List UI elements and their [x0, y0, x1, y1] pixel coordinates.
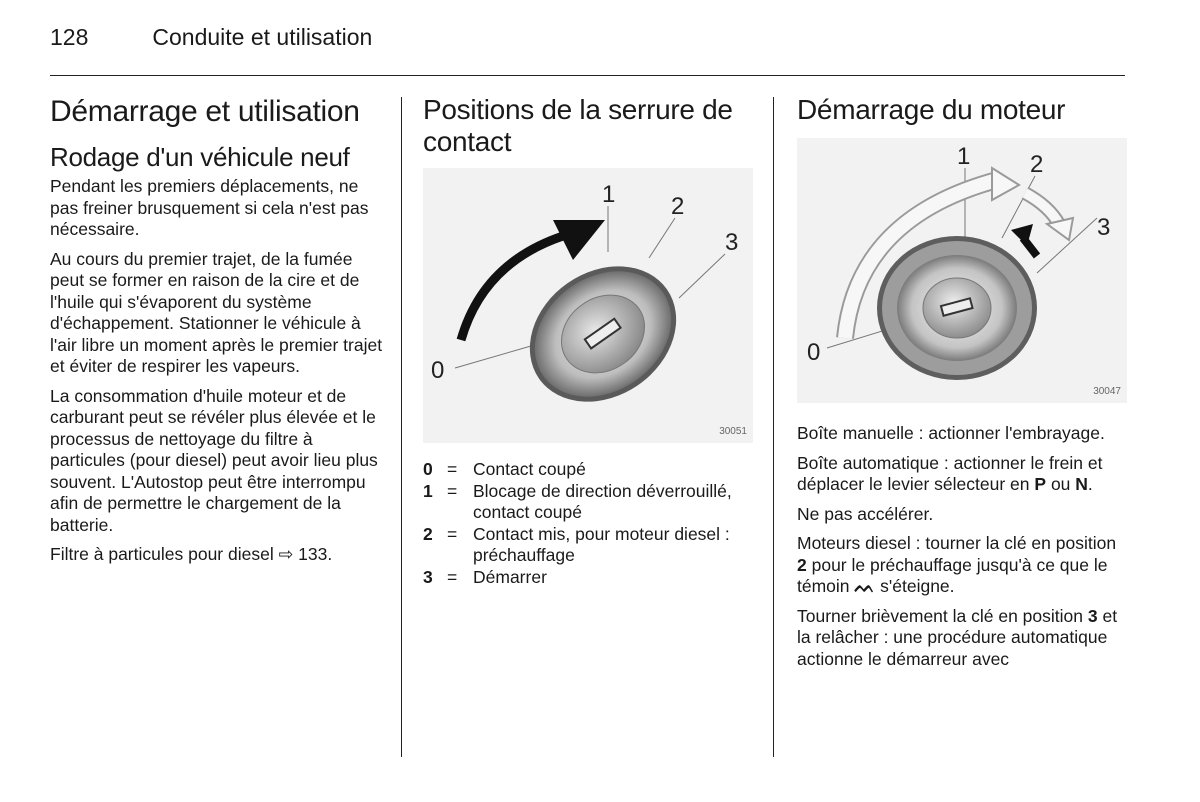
page-number: 128 [50, 24, 89, 50]
ignition-positions-figure [423, 168, 753, 443]
figure-label-0: 0 [807, 339, 821, 366]
page-header [50, 24, 372, 51]
column-1 [50, 94, 385, 574]
figure-label-3: 3 [725, 229, 739, 256]
crossref-arrow-icon: ⇨ [278, 544, 294, 564]
instruction-diesel: Moteurs diesel : tourner la clé en position 2 pour le préchauffage jusqu'à ce que le témoin ᨓ s'éteigne. [797, 533, 1117, 596]
figure-label-0: 0 [431, 357, 445, 384]
section-title: Conduite et utilisation [152, 24, 373, 50]
column-3 [797, 94, 1127, 678]
instruction-start: Tourner brièvement la clé en position 3 et la relâcher : une procédure automatique actionne le démarreur avec [797, 605, 1118, 669]
col3-title: Démarrage du moteur [797, 94, 1066, 125]
legend-row: 2 = Contact mis, pour moteur diesel : préchauffage [423, 523, 730, 565]
figure-label-1: 1 [957, 143, 971, 170]
instruction-no-accelerate: Ne pas accélérer. [797, 503, 934, 524]
header-rule [50, 75, 1125, 76]
col1-subtitle: Rodage d'un véhicule neuf [50, 142, 350, 172]
col1-paragraph: Pendant les premiers déplacements, ne pas freiner brusquement si cela n'est pas nécessaire. [50, 176, 369, 239]
col1-title: Démarrage et utilisation [50, 95, 360, 128]
figure-label-2: 2 [1030, 151, 1044, 178]
column-2 [423, 94, 758, 588]
col2-title: Positions de la serrure de contact [423, 94, 733, 157]
positions-legend [423, 459, 758, 588]
figure-label-3: 3 [1097, 214, 1111, 241]
crossref-text: Filtre à particules pour diesel [50, 544, 274, 564]
legend-row: 0 = Contact coupé [423, 459, 586, 479]
figure-label-2: 2 [671, 193, 685, 220]
instruction-manual-gearbox: Boîte manuelle : actionner l'embrayage. [797, 423, 1105, 443]
legend-row: 1 = Blocage de direction déverrouillé, contact coupé [423, 480, 732, 522]
engine-start-illustration [797, 138, 1127, 403]
figure-code: 30047 [1093, 386, 1121, 397]
legend-row: 3 = Démarrer [423, 566, 547, 587]
column-divider-2 [773, 97, 774, 757]
column-divider-1 [401, 97, 402, 757]
figure-label-1: 1 [602, 181, 616, 208]
col1-paragraph: Au cours du premier trajet, de la fumée peut se former en raison de la cire et de l'huile qui s'évaporent du système d'échappement. Stationner le véhicule à l'air libre un moment après le premier trajet et éviter de respirer les vapeurs. [50, 248, 383, 376]
engine-start-figure [797, 138, 1127, 403]
ignition-lock-illustration [423, 168, 753, 443]
glow-plug-icon: ᨓ [854, 576, 876, 596]
instruction-auto-gearbox: Boîte automatique : actionner le frein et déplacer le levier sélecteur en P ou N. [797, 452, 1103, 494]
crossref-page[interactable]: 133. [298, 544, 333, 564]
col1-paragraph: La consommation d'huile moteur et de carburant peut se révéler plus élevée et le processus de nettoyage du filtre à particules (pour diesel) peut avoir lieu plus souvent. L'Autostop peut être interrompu afin de permettre le chargement de la batterie. [50, 385, 378, 535]
figure-code: 30051 [719, 426, 747, 437]
crossref-line [50, 544, 385, 566]
